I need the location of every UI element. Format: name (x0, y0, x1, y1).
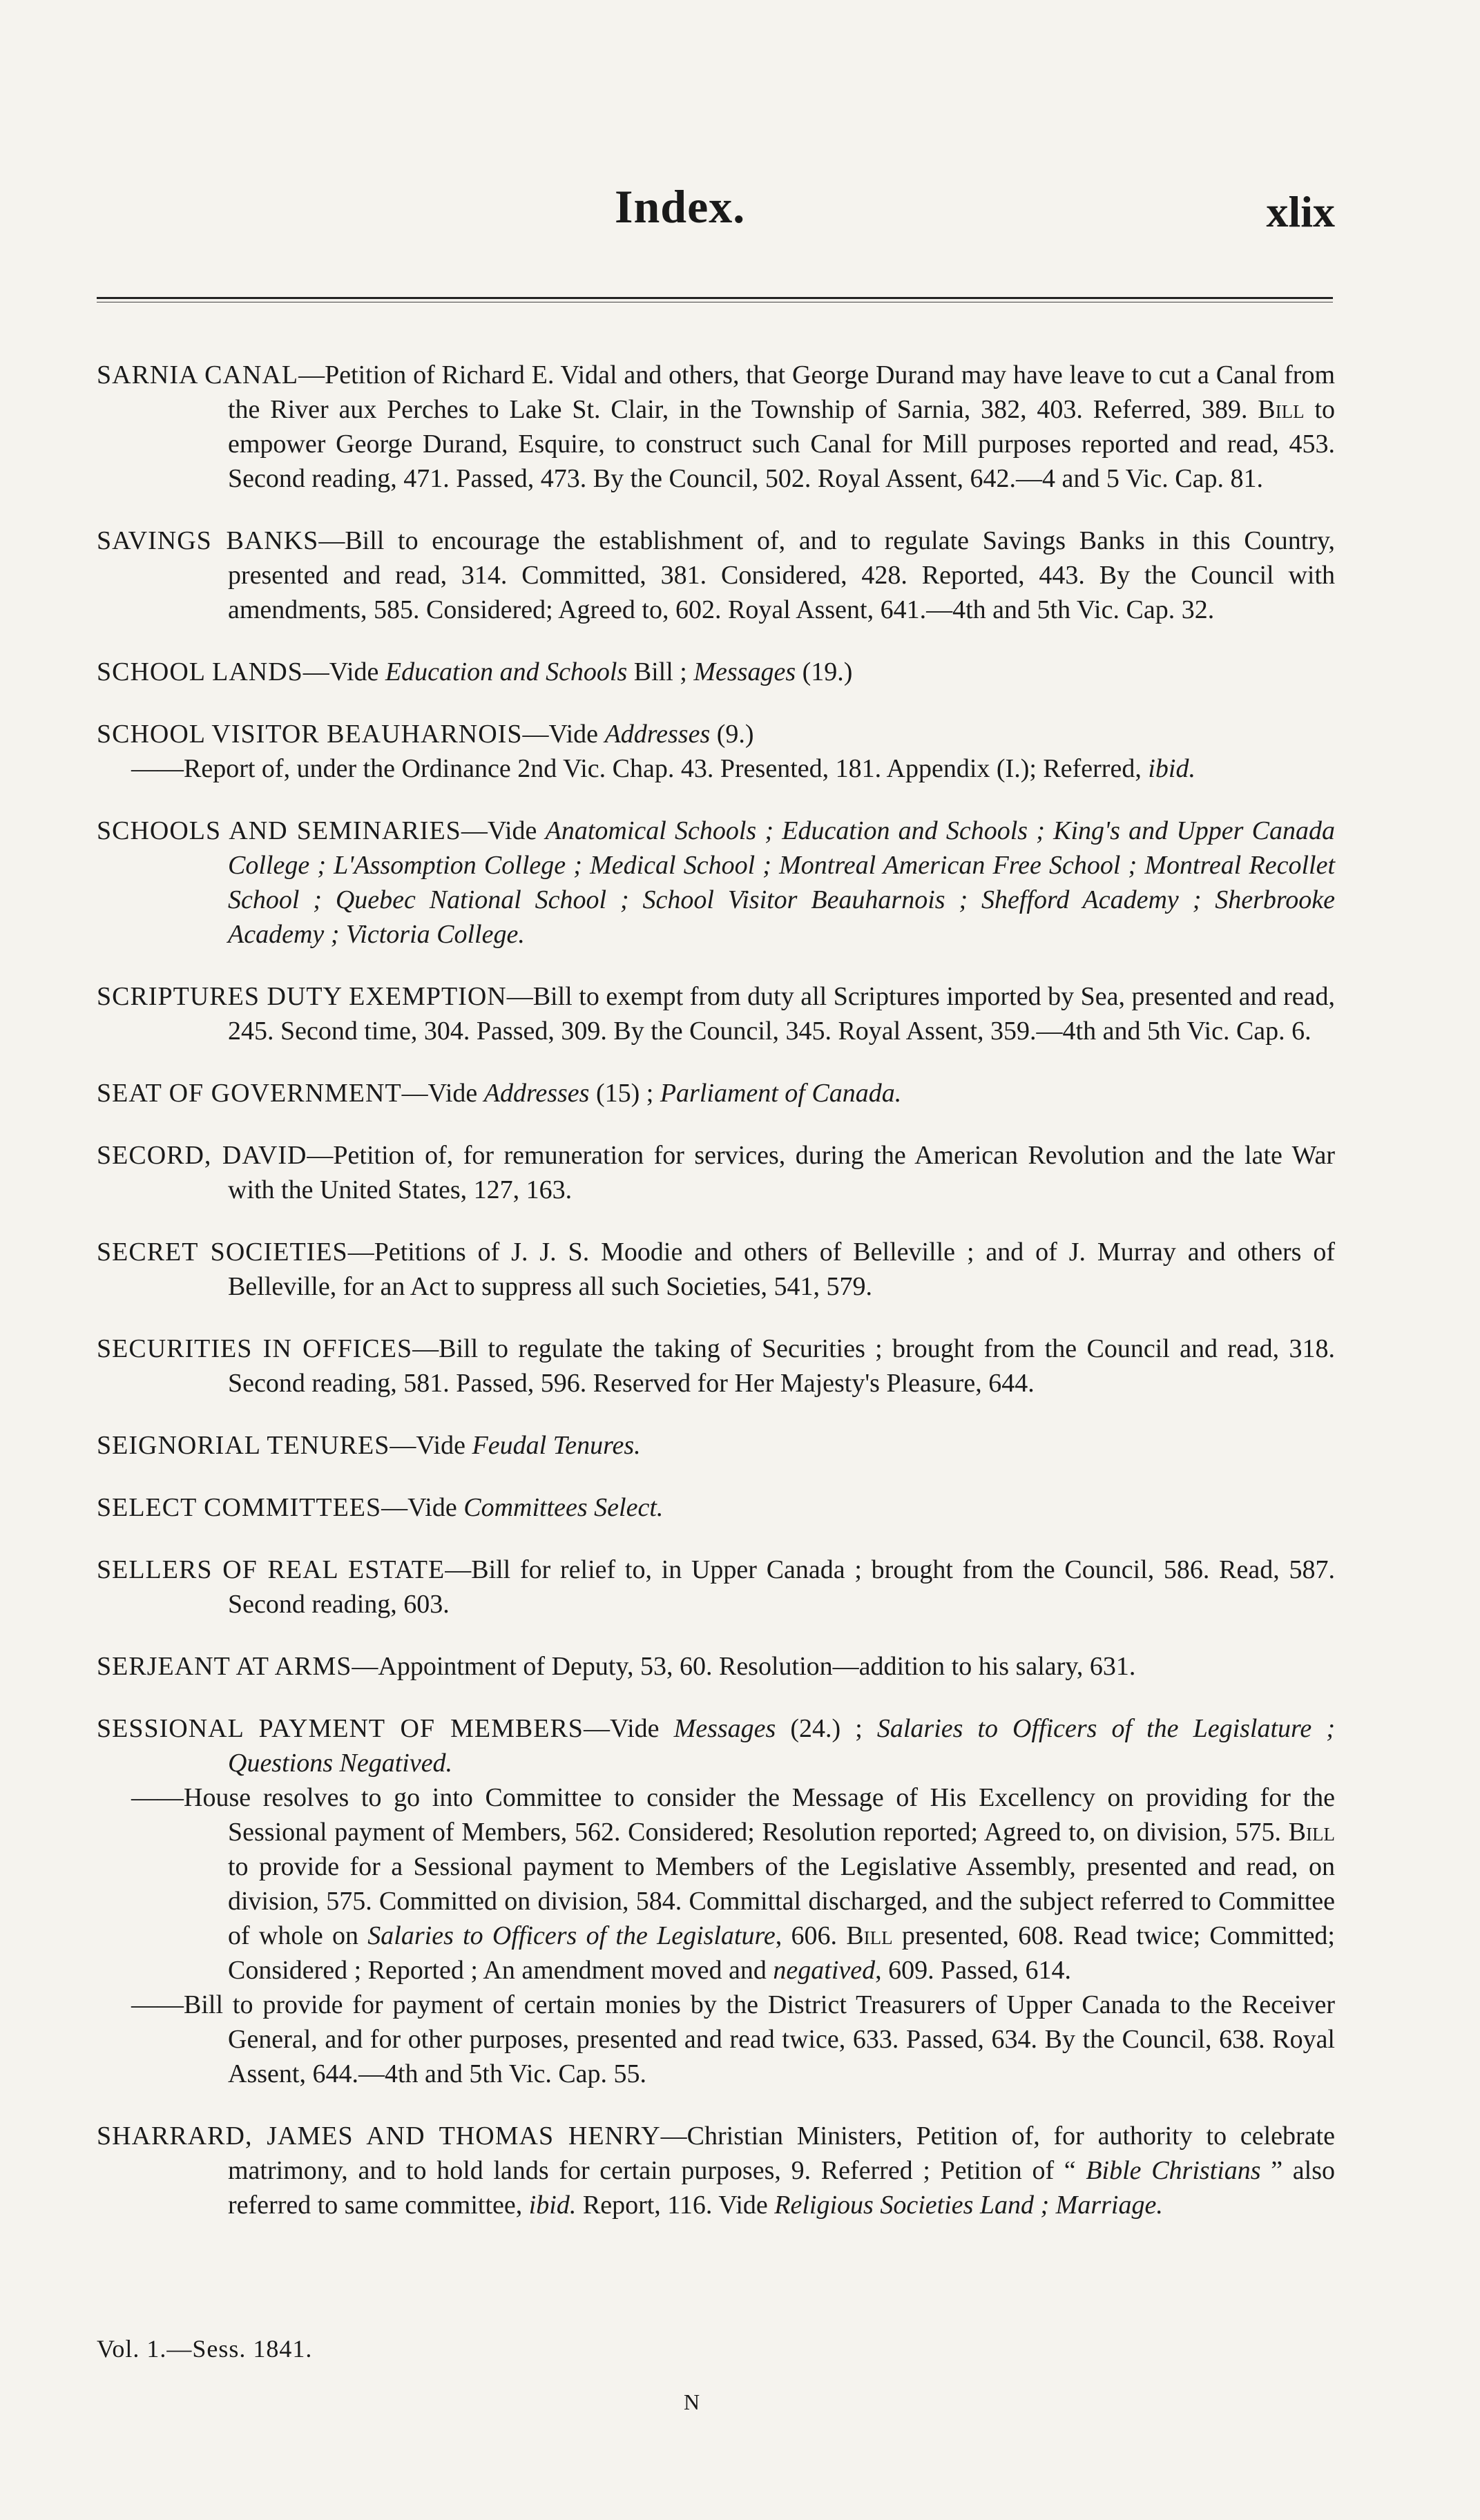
index-entry-secord: SECORD, DAVID—Petition of, for remuneration for services, during the American Revolution and the late War with the United States, 127, 163. (97, 1141, 1335, 1204)
index-entry-serjeant: SERJEANT AT ARMS—Appointment of Deputy, 53, 60. Resolution—addition to his salary, 631. (97, 1652, 1136, 1681)
page-header (97, 166, 1335, 249)
signature-mark: N (684, 2389, 700, 2414)
index-entry-securities: SECURITIES IN OFFICES—Bill to regulate the taking of Securities ; brought from the Council and read, 318. Second reading, 581. Passed, 596. Reserved for Her Majesty's Pleasure, 644. (97, 1334, 1335, 1398)
page-title: Index. (615, 180, 746, 233)
index-entry-secret-societies: SECRET SOCIETIES—Petitions of J. J. S. Moodie and others of Belleville ; and of J. Murray and others of Belleville, for an Act to suppress all such Societies, 541, 579. (97, 1238, 1335, 1301)
index-entry-school-lands: SCHOOL LANDS—Vide Education and Schools Bill ; Messages (19.) (97, 657, 853, 686)
index-entry-scriptures: SCRIPTURES DUTY EXEMPTION—Bill to exempt from duty all Scriptures imported by Sea, presented and read, 245. Second time, 304. Passed, 309. By the Council, 345. Royal Assent, 359.—4th and 5th Vic. Cap. 6. (97, 982, 1335, 1046)
page-number: xlix (1266, 187, 1335, 236)
index-entry-school-visitor: SCHOOL VISITOR BEAUHARNOIS—Vide Addresses (9.) ——Report of, under the Ordinance 2nd Vic. Chap. 43. Presented, 181. Appendix (I.); Referred, ibid. (97, 720, 1195, 783)
index-entry-sessional-payment: SESSIONAL PAYMENT OF MEMBERS—Vide Messages (24.) ; Salaries to Officers of the Legislature ; Questions Negatived. ——House resolves to go into Committee to consider the Message of His Excellency on providing for the Sessional payment of Members, 562. Considered; Resolution reported; Agreed to, on division, 575. Bill to provide for a Sessional payment to Members of the Legislative Assembly, presented and read, on division, 575. Committed on division, 584. Committal discharged, and the subject referred to Committee of whole on Salaries to Officers of the Legislature, 606. Bill presented, 608. Read twice; Committed; Considered ; Reported ; An amendment moved and negatived, 609. Passed, 614. ——Bill to provide for payment of certain monies by the District Treasurers of Upper Canada to the Receiver General, and for other purposes, presented and read twice, 633. Passed, 634. By the Council, 638. Royal Assent, 644.—4th and 5th Vic. Cap. 55. (97, 1714, 1335, 2088)
index-entry-seat-of-government: SEAT OF GOVERNMENT—Vide Addresses (15) ; Parliament of Canada. (97, 1079, 902, 1108)
index-entry-savings-banks: SAVINGS BANKS—Bill to encourage the establishment of, and to regulate Savings Banks in this Country, presented and read, 314. Committed, 381. Considered, 428. Reported, 443. By the Council with amendments, 585. Considered; Agreed to, 602. Royal Assent, 641.—4th and 5th Vic. Cap. 32. (97, 526, 1335, 624)
header-rule (97, 297, 1333, 299)
index-entry-seignorial: SEIGNORIAL TENURES—Vide Feudal Tenures. (97, 1431, 641, 1460)
index-entry-sarnia-canal: SARNIA CANAL—Petition of Richard E. Vidal and others, that George Durand may have leave to cut a Canal from the River aux Perches to Lake St. Clair, in the Township of Sarnia, 382, 403. Referred, 389. Bill to empower George Durand, Esquire, to construct such Canal for Mill purposes reported and read, 453. Second reading, 471. Passed, 473. By the Council, 502. Royal Assent, 642.—4 and 5 Vic. Cap. 81. (97, 360, 1336, 493)
volume-footer: Vol. 1.—Sess. 1841. (97, 2335, 313, 2363)
index-entry-sharrard: SHARRARD, JAMES AND THOMAS HENRY—Christian Ministers, Petition of, for authority to celebrate matrimony, and to hold lands for certain purposes, 9. Referred ; Petition of “ Bible Christians ” also referred to same committee, ibid. Report, 116. Vide Religious Societies Land ; Marriage. (97, 2122, 1336, 2220)
index-entry-schools-seminaries: SCHOOLS AND SEMINARIES—Vide Anatomical Schools ; Education and Schools ; King's and Upper Canada College ; L'Assomption College ; Medical School ; Montreal American Free School ; Montreal Recollet School ; Quebec National School ; School Visitor Beauharnois ; Shefford Academy ; Sherbrooke Academy ; Victoria College. (97, 816, 1335, 949)
index-entry-sellers: SELLERS OF REAL ESTATE—Bill for relief to, in Upper Canada ; brought from the Council, 586. Read, 587. Second reading, 603. (97, 1555, 1335, 1619)
index-entry-select-committees: SELECT COMMITTEES—Vide Committees Select. (97, 1493, 664, 1522)
